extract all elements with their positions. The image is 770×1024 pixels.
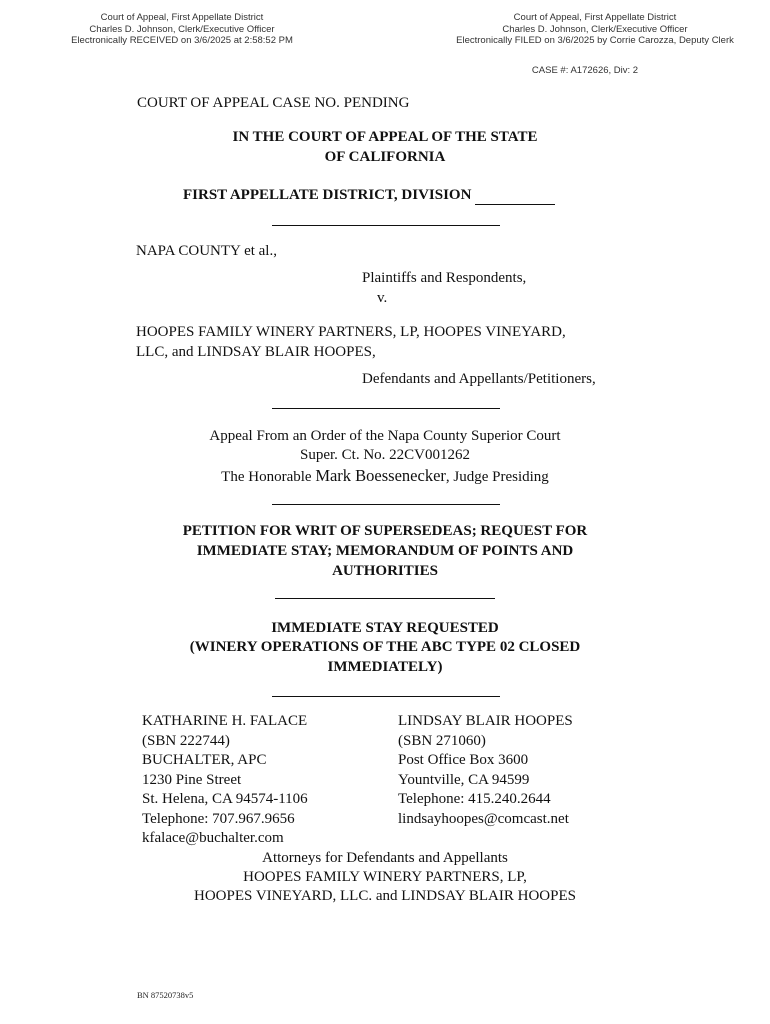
counsel-for-line: Attorneys for Defendants and Appellants bbox=[262, 850, 508, 866]
petition-title-line-2: IMMEDIATE STAY; MEMORANDUM OF POINTS AND bbox=[196, 543, 574, 559]
filed-stamp-court: Court of Appeal, First Appellate District bbox=[513, 12, 677, 23]
stay-request-line-3: IMMEDIATELY) bbox=[327, 659, 443, 675]
received-stamp-court: Court of Appeal, First Appellate District bbox=[100, 12, 264, 23]
divider-rule bbox=[272, 225, 500, 226]
stay-request-line-1: IMMEDIATE STAY REQUESTED bbox=[271, 620, 499, 636]
attorney-block-right bbox=[398, 712, 573, 829]
client-line-1: HOOPES FAMILY WINERY PARTNERS, LP, bbox=[243, 869, 527, 885]
document-id: BN 87520738v5 bbox=[137, 990, 194, 1000]
attorney-address-1: 1230 Pine Street bbox=[142, 771, 242, 788]
divider-rule bbox=[272, 504, 500, 505]
client-line-2: HOOPES VINEYARD, LLC. and LINDSAY BLAIR HOOPES bbox=[194, 888, 576, 904]
attorney-address-2: Yountville, CA 94599 bbox=[398, 771, 530, 788]
defendant-line-2: LLC, and LINDSAY BLAIR HOOPES, bbox=[136, 344, 376, 360]
attorney-email: lindsayhoopes@comcast.net bbox=[398, 810, 569, 827]
petition-title-line-3: AUTHORITIES bbox=[332, 563, 438, 579]
case-number-stamp: CASE #: A172626, Div: 2 bbox=[531, 65, 639, 76]
attorney-address-1: Post Office Box 3600 bbox=[398, 752, 529, 768]
received-stamp bbox=[52, 12, 312, 47]
division-blank bbox=[475, 190, 555, 205]
filed-stamp-status: Electronically FILED on 3/6/2025 by Corrie Carozza, Deputy Clerk bbox=[456, 35, 734, 46]
attorney-block-left bbox=[142, 712, 308, 849]
judge-name: Mark Boessenecker bbox=[315, 466, 446, 485]
petition-title-line-1: PETITION FOR WRIT OF SUPERSEDEAS; REQUEST FOR bbox=[182, 523, 588, 539]
received-stamp-clerk: Charles D. Johnson, Clerk/Executive Officer bbox=[89, 23, 275, 35]
district-label: FIRST APPELLATE DISTRICT, DIVISION bbox=[183, 187, 472, 203]
plaintiff-role: Plaintiffs and Respondents, bbox=[362, 270, 527, 286]
defendant-role: Defendants and Appellants/Petitioners, bbox=[362, 371, 596, 387]
attorney-email: kfalace@buchalter.com bbox=[142, 830, 284, 846]
plaintiff-name: NAPA COUNTY et al., bbox=[136, 243, 277, 259]
received-stamp-status: Electronically RECEIVED on 3/6/2025 at 2:58:52 PM bbox=[71, 35, 293, 46]
divider-rule bbox=[272, 696, 500, 697]
appeal-case-number: COURT OF APPEAL CASE NO. PENDING bbox=[137, 95, 410, 111]
district-division bbox=[183, 186, 555, 205]
court-title-line-2: OF CALIFORNIA bbox=[324, 149, 446, 165]
attorney-sbn: (SBN 271060) bbox=[398, 732, 486, 749]
court-title-line-1: IN THE COURT OF APPEAL OF THE STATE bbox=[232, 129, 538, 145]
stay-request-line-2: (WINERY OPERATIONS OF THE ABC TYPE 02 CLOSED bbox=[189, 639, 581, 655]
divider-rule bbox=[272, 408, 500, 409]
attorney-sbn: (SBN 222744) bbox=[142, 732, 230, 749]
appeal-from-line: Appeal From an Order of the Napa County Superior Court bbox=[209, 428, 561, 444]
divider-rule bbox=[275, 598, 495, 599]
attorney-firm: BUCHALTER, APC bbox=[142, 752, 267, 768]
judge-suffix: , Judge Presiding bbox=[445, 469, 549, 485]
presiding-judge bbox=[0, 466, 770, 487]
defendant-line-1: HOOPES FAMILY WINERY PARTNERS, LP, HOOPES VINEYARD, bbox=[136, 324, 566, 340]
attorney-address-2: St. Helena, CA 94574-1106 bbox=[142, 791, 308, 807]
filed-stamp-clerk: Charles D. Johnson, Clerk/Executive Officer bbox=[502, 23, 688, 35]
filed-stamp bbox=[440, 12, 750, 47]
attorney-phone: Telephone: 415.240.2644 bbox=[398, 791, 551, 807]
superior-court-number: Super. Ct. No. 22CV001262 bbox=[299, 447, 470, 463]
judge-prefix: The Honorable bbox=[221, 469, 312, 485]
attorney-phone: Telephone: 707.967.9656 bbox=[142, 810, 295, 827]
attorney-name: KATHARINE H. FALACE bbox=[142, 713, 308, 729]
attorney-name: LINDSAY BLAIR HOOPES bbox=[398, 713, 573, 729]
versus: v. bbox=[377, 290, 388, 306]
